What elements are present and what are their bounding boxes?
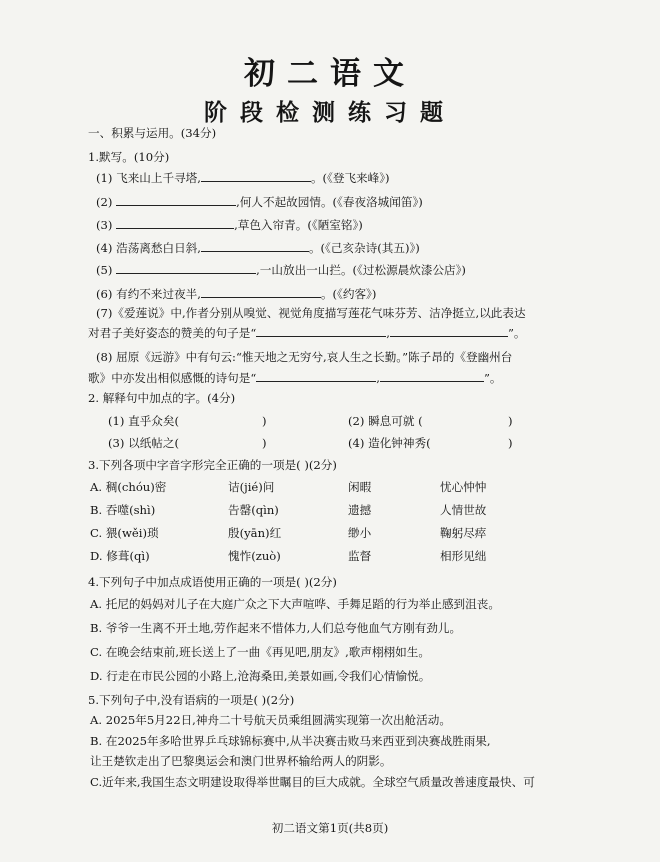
q3-option-b: B. 吞噬(shì)	[90, 503, 156, 517]
q2-item-3: (3) 以纸帖之(	[108, 436, 180, 450]
q4-option-a: A. 托尼的妈妈对儿子在大庭广众之下大声喧哗、手舞足蹈的行为举止感到沮丧。	[90, 597, 500, 611]
q1-item-7-line1: (7)《爱莲说》中,作者分别从嗅觉、视觉角度描写莲花气味芬芳、洁净挺立,以此表达	[96, 306, 526, 320]
q1-item-source: ,一山放出一山拦。(《过松源晨炊漆公店》)	[256, 263, 466, 277]
q1-item-1	[96, 170, 390, 186]
answer-blank[interactable]	[116, 217, 234, 229]
answer-blank[interactable]	[201, 240, 309, 252]
separator: ,	[376, 371, 380, 385]
q1-heading: 1.默写。(10分)	[88, 150, 170, 164]
answer-blank[interactable]	[116, 262, 256, 274]
q4-option-b: B. 爷爷一生离不开土地,劳作起来不惜体力,人们总夸他血气方刚有劲儿。	[90, 621, 462, 635]
exam-title: 初二语文	[244, 56, 416, 92]
q2-item-1: (1) 直乎众矣(	[108, 414, 180, 428]
q1-item-4	[96, 240, 420, 256]
q5-option-b-cont: 让王楚钦走出了巴黎奥运会和澳门世界杯输给两人的阴影。	[90, 754, 392, 768]
q4-heading: 4.下列句子中加点成语使用正确的一项是( )(2分)	[88, 575, 337, 589]
q3-option-cell: 缈小	[348, 526, 372, 540]
q1-item-source: ,草色入帘青。(《陋室铭》)	[234, 218, 363, 232]
q2-item-4-close: )	[508, 436, 513, 450]
q3-option-cell: 愧怍(zuò)	[228, 549, 281, 563]
q3-heading: 3.下列各项中字音字形完全正确的一项是( )(2分)	[88, 458, 337, 472]
q1-item-6	[96, 286, 376, 302]
closing-quote: ”。	[507, 326, 526, 340]
q2-item-1-close: )	[262, 414, 267, 428]
exam-subtitle: 阶段检测练习题	[204, 99, 456, 126]
q1-item-source: 。(《己亥杂诗(其五)》)	[308, 241, 420, 255]
q3-option-cell: 监督	[348, 549, 372, 563]
answer-blank[interactable]	[256, 370, 376, 382]
q1-item-8-line2	[88, 370, 501, 386]
q3-option-cell: 殷(yān)红	[228, 526, 282, 540]
q1-item-2	[96, 194, 423, 210]
q1-item-text: (2)	[96, 195, 113, 209]
q1-item-text: (5)	[96, 263, 113, 277]
q5-option-b: B. 在2025年多哈世界乒乓球锦标赛中,从半决赛击败马来西亚到决赛战胜雨果,	[90, 734, 491, 748]
q3-option-cell: 诘(jié)问	[228, 480, 275, 494]
q1-item-5	[96, 262, 466, 278]
q1-item-source: 。(《登飞来峰》)	[310, 171, 390, 185]
q3-option-d: D. 修葺(qì)	[90, 549, 150, 563]
q3-option-cell: 遗撼	[348, 503, 372, 517]
q3-option-cell: 闲暇	[348, 480, 372, 494]
q5-heading: 5.下列句子中,没有语病的一项是( )(2分)	[88, 693, 295, 707]
q4-option-c: C. 在晚会结束前,班长送上了一曲《再见吧,朋友》,歌声栩栩如生。	[90, 645, 430, 659]
q1-item-text: (6) 有约不来过夜半,	[96, 287, 201, 301]
answer-blank[interactable]	[380, 370, 484, 382]
q4-option-d: D. 行走在市民公园的小路上,沧海桑田,美景如画,令我们心情愉悦。	[90, 669, 431, 683]
q2-item-2: (2) 瞬息可就 (	[348, 414, 423, 428]
q5-option-a: A. 2025年5月22日,神舟二十号航天员乘组圆满实现第一次出舱活动。	[90, 713, 451, 727]
answer-blank[interactable]	[201, 170, 311, 182]
q5-option-c: C.近年来,我国生态文明建设取得举世瞩目的巨大成就。全球空气质量改善速度最快、可	[90, 775, 535, 789]
q3-option-c: C. 猥(wěi)琐	[90, 526, 159, 540]
section-heading: 一、积累与运用。(34分)	[88, 126, 217, 140]
answer-blank[interactable]	[390, 325, 508, 337]
q3-option-cell: 人情世故	[440, 503, 487, 517]
q2-item-3-close: )	[262, 436, 267, 450]
answer-blank[interactable]	[116, 194, 236, 206]
q1-item-8-line1: (8) 屈原《远游》中有句云:“惟天地之无穷兮,哀人生之长勤。”陈子昂的《登幽州台	[96, 350, 513, 364]
q1-item-text: 歌》中亦发出相似感慨的诗句是“	[88, 371, 257, 385]
q3-option-cell: 告罄(qìn)	[228, 503, 279, 517]
q2-item-2-close: )	[508, 414, 513, 428]
q3-option-cell: 鞠躬尽瘁	[440, 526, 487, 540]
q2-item-4: (4) 造化钟神秀(	[348, 436, 431, 450]
q3-option-a: A. 稠(chóu)密	[90, 480, 167, 494]
separator: ,	[386, 326, 390, 340]
q1-item-source: 。(《约客》)	[320, 287, 377, 301]
q1-item-7-line2	[88, 325, 525, 341]
q3-option-cell: 忧心忡忡	[440, 480, 487, 494]
q2-heading: 2. 解释句中加点的字。(4分)	[88, 391, 236, 405]
q1-item-text: (3)	[96, 218, 113, 232]
q1-item-text: (1) 飞来山上千寻塔,	[96, 171, 201, 185]
closing-quote: ”。	[483, 371, 502, 385]
answer-blank[interactable]	[201, 286, 321, 298]
q3-option-cell: 相形见绌	[440, 549, 487, 563]
q1-item-text: (4) 浩荡离愁白日斜,	[96, 241, 201, 255]
q1-item-text: 对君子美好姿态的赞美的句子是“	[88, 326, 257, 340]
q1-item-source: ,何人不起故园情。(《春夜洛城闻笛》)	[236, 195, 423, 209]
answer-blank[interactable]	[256, 325, 386, 337]
q1-item-3	[96, 217, 363, 233]
page-footer: 初二语文第1页(共8页)	[271, 821, 389, 835]
